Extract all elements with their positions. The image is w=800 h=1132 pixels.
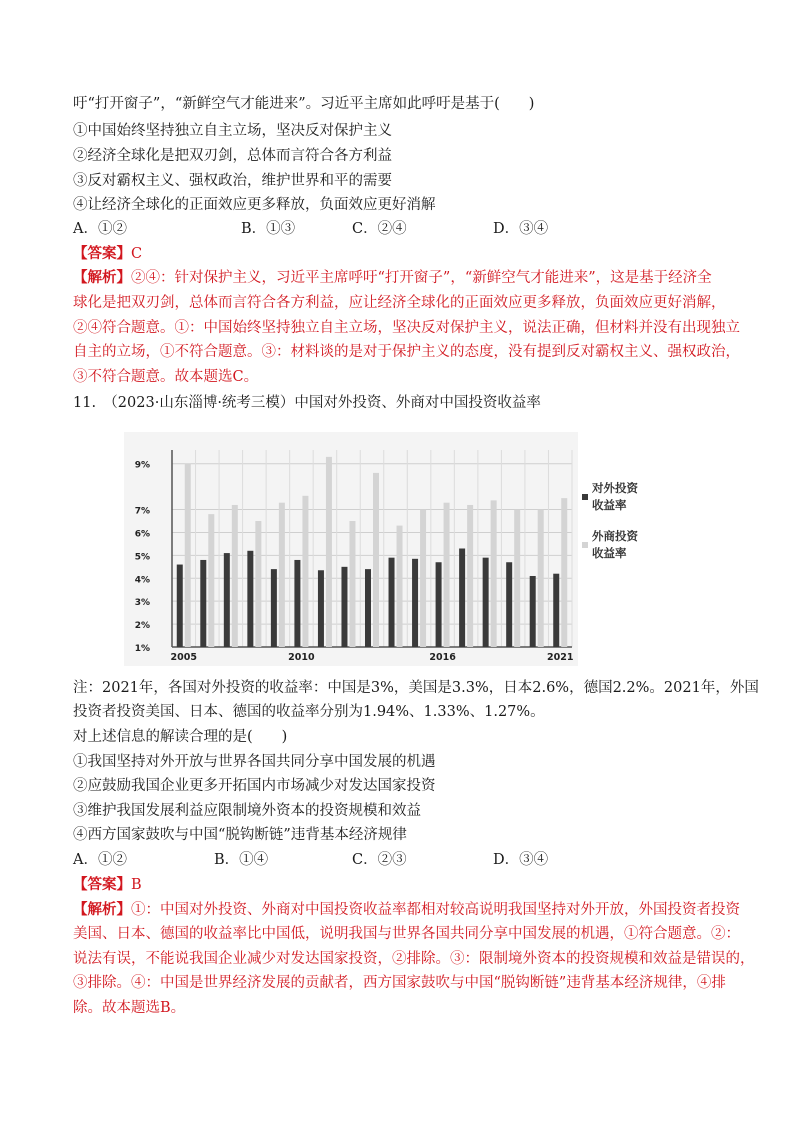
- q10-item-2: ②经济全球化是把双刃剑，总体而言符合各方利益: [73, 148, 392, 164]
- bar-outbound: [341, 567, 347, 647]
- q11-item-2: ②应鼓励我国企业更多开拓国内市场减少对发达国家投资: [73, 778, 436, 794]
- bar-outbound: [247, 551, 253, 647]
- q11-header: 11. （2023·山东淄博·统考三模）中国对外投资、外商对中国投资收益率: [73, 395, 541, 411]
- x-tick-label: 2005: [170, 652, 197, 663]
- q11-analysis-tag: 【解析】: [73, 901, 131, 918]
- bar-outbound: [483, 558, 489, 647]
- bar-inbound: [514, 510, 520, 647]
- bar-inbound: [561, 498, 567, 647]
- y-tick-label: 9%: [134, 460, 150, 471]
- bar-inbound: [538, 510, 544, 647]
- investment-return-chart: [124, 432, 638, 666]
- q11-prompt: 对上述信息的解读合理的是( ): [73, 729, 288, 745]
- q10-analysis-text-1: ②④：针对保护主义，习近平主席呼吁“打开窗子”，“新鲜空气才能进来”，这是基于经济全: [131, 270, 712, 286]
- bar-inbound: [208, 514, 214, 647]
- bar-outbound: [365, 569, 371, 647]
- q11-option-b[interactable]: B．①④: [214, 852, 269, 868]
- q10-item-3: ③反对霸权主义、强权政治，维护世界和平的需要: [73, 173, 392, 189]
- x-tick-label: 2021: [547, 652, 574, 663]
- bar-outbound: [224, 553, 230, 647]
- bar-outbound: [553, 574, 559, 647]
- legend-swatch: [582, 542, 588, 548]
- bar-outbound: [506, 562, 512, 647]
- q10-option-c[interactable]: C．②④: [352, 221, 407, 237]
- bar-inbound: [349, 521, 355, 647]
- q10-analysis-line-3: ②④符合题意。①：中国始终坚持独立自主立场，坚决反对保护主义，说法正确，但材料并没有出现独立: [73, 320, 740, 336]
- q10-analysis-line-4: 自主的立场，①不符合题意。③：材料谈的是对于保护主义的态度，没有提到反对霸权主义、强权政治，: [73, 344, 740, 360]
- q11-analysis-line-3: 说法有误，不能说我国企业减少对发达国家投资，②排除。③：限制境外资本的投资规模和效益是错误的，: [73, 951, 755, 967]
- q11-analysis-text-1: ①：中国对外投资、外商对中国投资收益率都相对较高说明我国坚持对外开放，外国投资者投资: [131, 902, 740, 918]
- bar-outbound: [200, 560, 206, 647]
- y-tick-label: 7%: [134, 506, 150, 517]
- bar-inbound: [232, 505, 238, 647]
- bar-inbound: [302, 496, 308, 647]
- chart-legend: [582, 481, 638, 560]
- q10-answer-value: C: [131, 246, 143, 262]
- legend-label: 外商投资: [592, 529, 638, 543]
- bar-outbound: [294, 560, 300, 647]
- x-tick-label: 2010: [288, 652, 315, 663]
- legend-label: 收益率: [592, 498, 627, 512]
- q11-answer-value: B: [131, 877, 142, 893]
- q11-note-line-1: 注：2021年，各国对外投资的收益率：中国是3%，美国是3.3%，日本2.6%，德国2.2%。2021年，外国: [73, 680, 759, 696]
- q11-item-3: ③维护我国发展利益应限制境外资本的投资规模和效益: [73, 803, 421, 819]
- q10-analysis-line-2: 球化是把双刃剑，总体而言符合各方利益，应让经济全球化的正面效应更多释放，负面效应更好消解，: [73, 295, 726, 311]
- bar-inbound: [185, 464, 191, 647]
- bar-outbound: [412, 559, 418, 647]
- bar-outbound: [459, 549, 465, 648]
- y-tick-label: 2%: [134, 621, 150, 632]
- bar-inbound: [491, 500, 497, 647]
- y-tick-label: 6%: [134, 529, 150, 540]
- x-tick-label: 2016: [429, 652, 456, 663]
- q10-option-a[interactable]: A．①②: [73, 221, 127, 237]
- legend-label: 收益率: [592, 546, 627, 560]
- q11-analysis-line-5: 除。故本题选B。: [73, 1000, 186, 1016]
- q11-analysis-line-2: 美国、日本、德国的收益率比中国低，说明我国与世界各国共同分享中国发展的机遇，①符合题意。②：: [73, 926, 740, 942]
- bar-inbound: [444, 503, 450, 647]
- bar-inbound: [373, 473, 379, 647]
- q11-item-1: ①我国坚持对外开放与世界各国共同分享中国发展的机遇: [73, 754, 436, 770]
- bar-outbound: [436, 562, 442, 647]
- bar-inbound: [326, 457, 332, 647]
- y-tick-label: 3%: [134, 598, 150, 609]
- bar-outbound: [530, 576, 536, 647]
- q11-analysis-line-1: [73, 900, 740, 920]
- bar-outbound: [271, 569, 277, 647]
- q11-answer: [73, 875, 142, 895]
- y-tick-label: 1%: [134, 644, 150, 654]
- q10-analysis-tag: 【解析】: [73, 269, 131, 286]
- q10-option-b[interactable]: B．①③: [241, 221, 296, 237]
- y-tick-label: 4%: [134, 575, 150, 586]
- bar-inbound: [467, 505, 473, 647]
- bar-inbound: [420, 510, 426, 647]
- q11-option-d[interactable]: D．③④: [493, 852, 549, 868]
- q11-item-4: ④西方国家鼓吹与中国“脱钩断链”违背基本经济规律: [73, 827, 407, 843]
- bar-inbound: [397, 526, 403, 647]
- q10-analysis-line-5: ③不符合题意。故本题选C。: [73, 369, 259, 385]
- q10-answer: [73, 244, 142, 264]
- bar-inbound: [255, 521, 261, 647]
- q10-option-d[interactable]: D．③④: [493, 221, 549, 237]
- q11-option-c[interactable]: C．②③: [352, 852, 407, 868]
- bar-outbound: [177, 565, 183, 647]
- q10-answer-tag: 【答案】: [73, 245, 131, 262]
- bar-outbound: [318, 570, 324, 647]
- q10-analysis-line-1: [73, 268, 712, 288]
- q10-item-4: ④让经济全球化的正面效应更多释放，负面效应更好消解: [73, 197, 436, 213]
- q10-stem: 吁“打开窗子”，“新鲜空气才能进来”。习近平主席如此呼吁是基于( ): [73, 96, 535, 112]
- bar-inbound: [279, 503, 285, 647]
- q10-item-1: ①中国始终坚持独立自主立场，坚决反对保护主义: [73, 123, 392, 139]
- legend-swatch: [582, 494, 588, 500]
- q11-answer-tag: 【答案】: [73, 876, 131, 893]
- q11-option-a[interactable]: A．①②: [73, 852, 127, 868]
- q11-note-line-2: 投资者投资美国、日本、德国的收益率分别为1.94%、1.33%、1.27%。: [73, 704, 545, 720]
- legend-label: 对外投资: [592, 481, 638, 495]
- bar-outbound: [389, 558, 395, 647]
- y-tick-label: 5%: [134, 552, 150, 563]
- q11-analysis-line-4: ③排除。④：中国是世界经济发展的贡献者，西方国家鼓吹与中国“脱钩断链”违背基本经济规律，④排: [73, 975, 726, 991]
